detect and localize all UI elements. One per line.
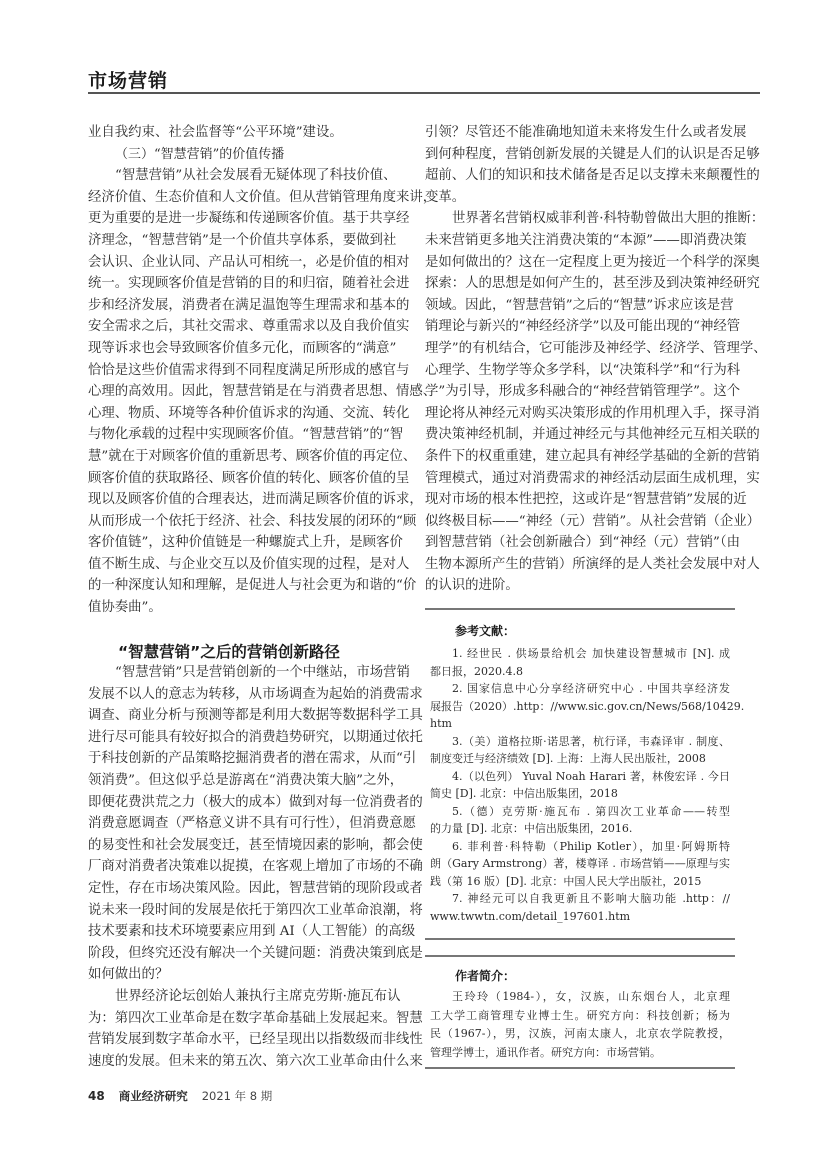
paragraph-line: 心理、物质、环境等各种价值诉求的沟通、交流、转化 — [88, 405, 410, 421]
paragraph-line: 心理学、生物学等众多学科，以“决策科学”和“行为科 — [425, 362, 741, 378]
paragraph-line: 理学”的有机结合，它可能涉及神经学、经济学、管理学、 — [425, 340, 767, 356]
paragraph-line: 的认识的进阶。 — [425, 578, 519, 594]
page-footer — [88, 1088, 272, 1104]
reference-line: 5.（德）克劳斯·施瓦布 . 第四次工业革命——转型 — [452, 804, 730, 818]
paragraph-line: 与物化承载的过程中实现顾客价值。“智慧营销”的“智 — [88, 427, 404, 443]
paragraph-line: 恰恰是这些价值需求得到不同程度满足所形成的感官与 — [88, 362, 410, 378]
reference-line: 践（第 16 版）[D]. 北京：中国人民大学出版社，2015 — [430, 874, 702, 888]
paragraph-line: 似终极目标——“神经（元）营销”。从社会营销（企业） — [425, 513, 761, 529]
reference-item — [430, 733, 730, 768]
left-column-bottom — [88, 662, 423, 1072]
paragraph-line: 于科技创新的产品策略挖掘消费者的潜在需求，从而“引 — [88, 751, 417, 767]
section-title: 市场营销 — [88, 70, 169, 92]
reference-line: htm — [430, 717, 452, 730]
section-heading: “智慧营销”之后的营销创新路径 — [118, 643, 340, 661]
paragraph-line: 即便花费洪荒之力（极大的成本）做到对每一位消费者的 — [88, 794, 423, 810]
paragraph-line: 消费意愿调查（严格意义讲不具有可行性），但消费意愿 — [88, 816, 417, 832]
reference-line: 2. 国家信息中心分享经济研究中心 . 中国共享经济发 — [452, 682, 730, 695]
author-bio — [430, 988, 730, 1063]
paragraph-line: 的一种深度认知和理解，是促进人与社会更为和谐的“价 — [88, 578, 417, 594]
references-title: 参考文献： — [455, 624, 516, 638]
paragraph-line: 费决策神经机制，并通过神经元与其他神经元互相关联的 — [425, 427, 760, 443]
paragraph-line: 到何种程度，营销创新发展的关键是人们的认识是否足够 — [425, 146, 760, 162]
reference-line: 展报告（2020）.http：//www.sic.gov.cn/News/568/10429. — [430, 699, 745, 713]
paragraph-line: 学”为引导，形成多科融合的“神经营销管理学”。这个 — [425, 384, 741, 400]
paragraph-line: 技术要素和技术环境要素应用到 AI（人工智能）的高级 — [88, 924, 416, 940]
paragraph-line: 管理模式，通过对消费需求的神经活动层面生成机理，实 — [425, 470, 760, 486]
author-title: 作者简介： — [455, 969, 516, 983]
paragraph-line: 世界经济论坛创始人兼执行主席克劳斯·施瓦布认 — [115, 988, 401, 1004]
reference-line: 1. 经世民 . 供场景给机会 加快建设智慧城市 [N]. 成 — [452, 647, 730, 660]
paragraph-line: 变革。 — [425, 189, 466, 205]
paragraph-line: 营销发展到数字革命水平，已经呈现出以指数级而非线性 — [88, 1032, 423, 1048]
paragraph-line: 值协奏曲”。 — [88, 600, 162, 616]
reference-item — [430, 838, 730, 891]
paragraph-line: 的易变性和社会发展变迁，甚至情境因素的影响，都会使 — [88, 837, 423, 853]
paragraph-line: 经济价值、生态价值和人文价值。但从营销管理角度来讲， — [88, 189, 437, 205]
paragraph-line: 未来营销更多地关注消费决策的“本源”——即消费决策 — [425, 232, 747, 248]
header-rule — [88, 92, 760, 94]
reference-line: 3.（美）道格拉斯·诺思著，杭行译，韦森译审 . 制度、 — [452, 734, 730, 748]
author-line: 王玲玲（1984-），女，汉族，山东烟台人，北京理 — [452, 990, 730, 1003]
reference-item — [430, 680, 745, 733]
paragraph-line: 值不断生成、与企业交互以及价值实现的过程，是对人 — [88, 556, 410, 572]
reference-line: 4.（以色列） Yuval Noah Harari 著，林俊宏译 . 今日 — [452, 769, 730, 783]
paragraph-line: 统一。实现顾客价值是营销的目的和归宿，随着社会进 — [88, 276, 410, 292]
reference-line: 7. 神经元可以自我更新且不影响大脑功能 .http：// — [452, 892, 730, 905]
reference-item — [430, 890, 730, 925]
references-bottom-rule — [425, 938, 735, 940]
paragraph-line: 客价值链”，这种价值链是一种螺旋式上升，是顾客价 — [88, 535, 403, 551]
paragraph-line: 世界著名营销权威菲利普·科特勒曾做出大胆的推断： — [452, 211, 765, 227]
page-number: 48 — [88, 1089, 105, 1103]
issue-label: 2021 年 8 期 — [201, 1089, 273, 1103]
paragraph-line: 慧”就在于对顾客价值的重新思考、顾客价值的再定位、 — [88, 448, 417, 464]
reference-line: 简史 [D]. 北京：中信出版集团，2018 — [430, 787, 618, 800]
author-top-rule — [425, 955, 735, 957]
paragraph-line: 领域。因此，“智慧营销”之后的“智慧”诉求应该是营 — [425, 297, 734, 313]
left-column-top — [88, 122, 437, 619]
paragraph-line: 安全需求之后，其社交需求、尊重需求以及自我价值实 — [88, 319, 410, 335]
reference-line: www.twwtn.com/detail_197601.htm — [430, 909, 631, 923]
reference-line: 都日报，2020.4.8 — [430, 664, 523, 678]
paragraph-line: “智慧营销”从社会发展看无疑体现了科技价值、 — [115, 168, 397, 184]
reference-item — [430, 768, 730, 803]
author-line: 民（1967-），男，汉族，河南太康人，北京农学院教授， — [430, 1027, 730, 1041]
paragraph-line: 超前、人们的知识和技术储备是否足以支撑未来颠覆性的 — [425, 168, 760, 184]
paragraph-line: 顾客价值的获取路径、顾客价值的转化、顾客价值的呈 — [88, 470, 410, 486]
paragraph-line: 现对市场的根本性把控，这或许是“智慧营销”发展的近 — [425, 492, 747, 508]
paragraph-line: 更为重要的是进一步凝练和传递顾客价值。基于共享经 — [88, 211, 410, 227]
paragraph-line: 从而形成一个依托于经济、社会、科技发展的闭环的“顾 — [88, 513, 417, 529]
references-list — [430, 645, 745, 925]
paragraph-line: 现等诉求也会导致顾客价值多元化，而顾客的“满意” — [88, 340, 397, 356]
author-line: 管理学博士，通讯作者。研究方向：市场营销。 — [430, 1046, 661, 1060]
paragraph-line: 阶段，但终究还没有解决一个关键问题：消费决策到底是 — [88, 945, 423, 961]
paragraph-line: 心理的高效用。因此，智慧营销是在与消费者思想、情感、 — [88, 384, 437, 400]
journal-name: 商业经济研究 — [118, 1089, 188, 1103]
paragraph-line: “智慧营销”只是营销创新的一个中继站，市场营销 — [115, 665, 410, 680]
paragraph-line: 到智慧营销（社会创新融合）到“神经（元）营销”（由 — [425, 535, 740, 551]
paragraph-line: 进行尽可能具有较好拟合的消费趋势研究，以期通过依托 — [88, 729, 423, 745]
paragraph-line: 济理念，“智慧营销”是一个价值共享体系，要做到社 — [88, 232, 397, 248]
paragraph-line: 速度的发展。但未来的第五次、第六次工业革命由什么来 — [88, 1053, 423, 1069]
paragraph-line: 是如何做出的？这在一定程度上更为接近一个科学的深奥 — [425, 254, 760, 270]
reference-line: 6. 菲利普·科特勒（Philip Kotler），加里·阿姆斯特 — [452, 839, 730, 853]
reference-item — [430, 645, 730, 680]
author-bottom-rule — [425, 1067, 735, 1069]
paragraph-line: 为：第四次工业革命是在数字革命基础上发展起来。智慧 — [88, 1010, 423, 1026]
paragraph-line: 定性，存在市场决策风险。因此，智慧营销的现阶段或者 — [88, 880, 423, 896]
right-column — [425, 122, 767, 597]
paragraph-line: 理论将从神经元对购买决策形成的作用机理入手，探寻消 — [425, 405, 760, 421]
reference-line: 制度变迁与经济绩效 [D]. 上海：上海人民出版社，2008 — [430, 752, 706, 765]
references-top-rule — [425, 608, 735, 610]
paragraph-line: 步和经济发展，消费者在满足温饱等生理需求和基本的 — [88, 297, 410, 313]
paragraph-line: 探索：人的思想是如何产生的，甚至涉及到决策神经研究 — [425, 276, 760, 292]
paragraph-line: 发展不以人的意志为转移，从市场调查为起始的消费需求 — [88, 686, 423, 702]
paragraph-line: 领消费”。但这似乎总是游离在“消费决策大脑”之外， — [88, 772, 404, 788]
paragraph-line: 现以及顾客价值的合理表达，进而满足顾客价值的诉求， — [88, 492, 423, 508]
reference-line: 朗（Gary Armstrong）著，楼尊译 . 市场营销——原理与实 — [430, 857, 730, 870]
author-line: 工大学工商管理专业博士生。研究方向：科技创新；杨为 — [430, 1008, 730, 1022]
reference-line: 的力量 [D]. 北京：中信出版集团，2016. — [430, 822, 633, 835]
reference-item — [430, 803, 730, 838]
paragraph-line: 如何做出的？ — [88, 967, 169, 983]
paragraph-line: 调查、商业分析与预测等都是利用大数据等数据科学工具 — [88, 708, 423, 724]
paragraph-line: 说未来一段时间的发展是依托于第四次工业革命浪潮，将 — [88, 902, 423, 918]
paragraph-line: 条件下的权重重建，建立起具有神经学基础的全新的营销 — [425, 448, 760, 464]
paragraph-line: 会认识、企业认同、产品认可相统一，必是价值的相对 — [88, 254, 410, 270]
paragraph-line: 生物本源所产生的营销）所演绎的是人类社会发展中对人 — [425, 556, 760, 572]
paragraph-line: 业自我约束、社会监督等“公平环境”建设。 — [88, 125, 343, 140]
paragraph-line: 引领？尽管还不能准确地知道未来将发生什么或者发展 — [425, 125, 747, 140]
subheading: （三）“智慧营销”的价值传播 — [115, 146, 285, 162]
paragraph-line: 厂商对消费者决策难以捉摸，在客观上增加了市场的不确 — [88, 859, 423, 875]
paragraph-line: 销理论与新兴的“神经经济学”以及可能出现的“神经管 — [425, 319, 741, 335]
